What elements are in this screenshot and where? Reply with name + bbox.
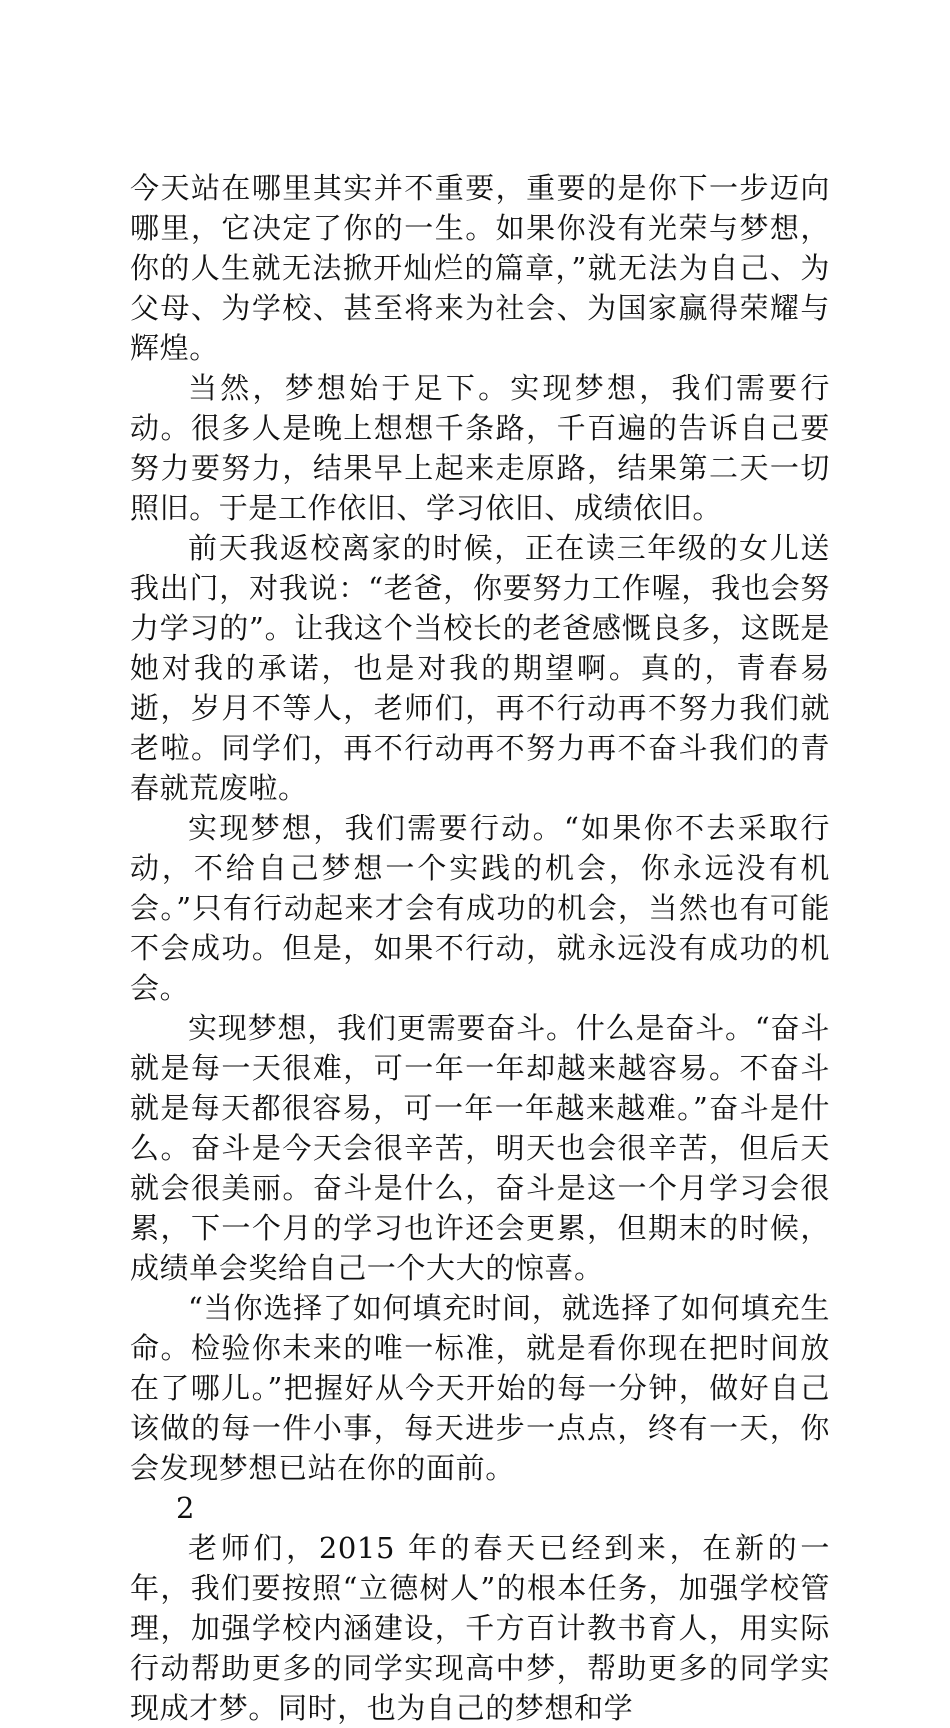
paragraph-2: 当然，梦想始于足下。实现梦想，我们需要行动。很多人是晚上想想千条路，千百遍的告诉自己要努力要努力，结果早上起来走原路，结果第二天一切照旧。于是工作依旧、学习依旧、成绩依旧。 [130,371,830,525]
paragraph-7: 老师们，2015 年的春天已经到来，在新的一年，我们要按照“立德树人”的根本任务，加强学校管理，加强学校内涵建设，千方百计教书育人，用实际行动帮助更多的同学实现高中梦，帮助更多的同学实现成才梦。同时，也为自己的梦想和学 [130,1531,830,1725]
document-body [130,168,830,1728]
paragraph-4: 实现梦想，我们需要行动。“如果你不去采取行动，不给自己梦想一个实践的机会，你永远没有机会。”只有行动起来才会有成功的机会，当然也有可能不会成功。但是，如果不行动，就永远没有成功的机会。 [130,811,830,1005]
paragraph-1: 今天站在哪里其实并不重要，重要的是你下一步迈向哪里，它决定了你的一生。如果你没有光荣与梦想，你的人生就无法掀开灿烂的篇章，”就无法为自己、为父母、为学校、甚至将来为社会、为国家赢得荣耀与辉煌。 [130,171,830,365]
page-number: 2 [176,1491,196,1525]
paragraph-5: 实现梦想，我们更需要奋斗。什么是奋斗。“奋斗就是每一天很难，可一年一年却越来越容易。不奋斗就是每天都很容易，可一年一年越来越难。”奋斗是什么。奋斗是今天会很辛苦，明天也会很辛苦，但后天就会很美丽。奋斗是什么，奋斗是这一个月学习会很累，下一个月的学习也许还会更累，但期末的时候，成绩单会奖给自己一个大大的惊喜。 [130,1011,830,1285]
paragraph-3: 前天我返校离家的时候，正在读三年级的女儿送我出门，对我说：“老爸，你要努力工作喔，我也会努力学习的”。让我这个当校长的老爸感慨良多，这既是她对我的承诺，也是对我的期望啊。真的，青春易逝，岁月不等人，老师们，再不行动再不努力我们就老啦。同学们，再不行动再不努力再不奋斗我们的青春就荒废啦。 [130,531,830,805]
paragraph-6: “当你选择了如何填充时间，就选择了如何填充生命。检验你未来的唯一标准，就是看你现在把时间放在了哪儿。”把握好从今天开始的每一分钟，做好自己该做的每一件小事，每天进步一点点，终有一天，你会发现梦想已站在你的面前。 [130,1291,830,1485]
